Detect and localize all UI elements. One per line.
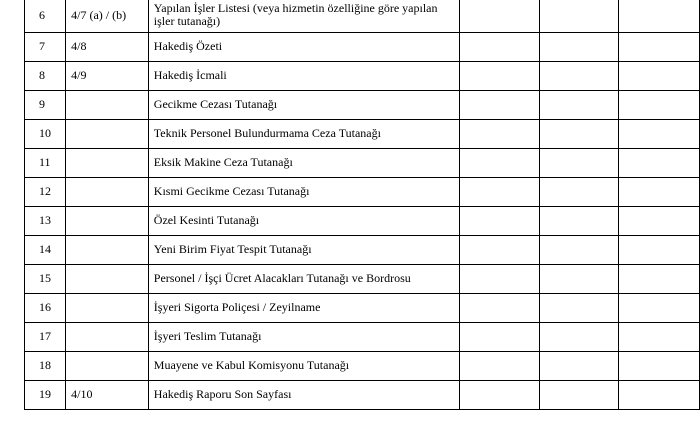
row-number: 12 xyxy=(25,177,66,206)
empty-cell xyxy=(618,148,699,177)
table-row xyxy=(25,206,700,235)
row-description: İşyeri Teslim Tutanağı xyxy=(148,322,459,351)
empty-cell xyxy=(460,351,539,380)
document-table xyxy=(24,0,700,410)
row-number: 7 xyxy=(25,32,66,61)
empty-cell xyxy=(618,90,699,119)
table-row xyxy=(25,293,700,322)
empty-cell xyxy=(460,293,539,322)
table-row xyxy=(25,0,700,32)
row-reference xyxy=(66,351,149,380)
row-number: 18 xyxy=(25,351,66,380)
table-row xyxy=(25,61,700,90)
row-description: Yeni Birim Fiyat Tespit Tutanağı xyxy=(148,235,459,264)
empty-cell xyxy=(539,148,618,177)
empty-cell xyxy=(539,293,618,322)
empty-cell xyxy=(618,293,699,322)
row-reference: 4/10 xyxy=(66,380,149,409)
empty-cell xyxy=(460,148,539,177)
table-row xyxy=(25,380,700,409)
row-reference xyxy=(66,90,149,119)
empty-cell xyxy=(460,90,539,119)
empty-cell xyxy=(618,61,699,90)
row-number: 6 xyxy=(25,0,66,32)
table-row xyxy=(25,148,700,177)
empty-cell xyxy=(460,32,539,61)
row-description: Personel / İşçi Ücret Alacakları Tutanağı ve Bordrosu xyxy=(148,264,459,293)
row-description: Özel Kesinti Tutanağı xyxy=(148,206,459,235)
row-description: Kısmi Gecikme Cezası Tutanağı xyxy=(148,177,459,206)
empty-cell xyxy=(618,119,699,148)
row-number: 15 xyxy=(25,264,66,293)
table-row xyxy=(25,264,700,293)
row-number: 9 xyxy=(25,90,66,119)
table-row xyxy=(25,90,700,119)
row-description: Hakediş Özeti xyxy=(148,32,459,61)
empty-cell xyxy=(460,0,539,32)
row-number: 14 xyxy=(25,235,66,264)
row-number: 17 xyxy=(25,322,66,351)
empty-cell xyxy=(618,351,699,380)
row-description: Yapılan İşler Listesi (veya hizmetin özelliğine göre yapılan işler tutanağı) xyxy=(148,0,459,32)
row-reference xyxy=(66,206,149,235)
row-number: 11 xyxy=(25,148,66,177)
empty-cell xyxy=(539,119,618,148)
empty-cell xyxy=(460,322,539,351)
table-row xyxy=(25,177,700,206)
row-description: Hakediş İcmali xyxy=(148,61,459,90)
empty-cell xyxy=(460,235,539,264)
empty-cell xyxy=(460,264,539,293)
row-description: Eksik Makine Ceza Tutanağı xyxy=(148,148,459,177)
empty-cell xyxy=(539,90,618,119)
row-reference: 4/8 xyxy=(66,32,149,61)
empty-cell xyxy=(618,264,699,293)
empty-cell xyxy=(539,206,618,235)
row-number: 13 xyxy=(25,206,66,235)
empty-cell xyxy=(539,61,618,90)
empty-cell xyxy=(618,206,699,235)
empty-cell xyxy=(618,235,699,264)
empty-cell xyxy=(539,351,618,380)
row-number: 8 xyxy=(25,61,66,90)
row-reference xyxy=(66,119,149,148)
empty-cell xyxy=(460,61,539,90)
empty-cell xyxy=(618,0,699,32)
table-row xyxy=(25,322,700,351)
empty-cell xyxy=(539,380,618,409)
row-reference: 4/9 xyxy=(66,61,149,90)
row-reference xyxy=(66,235,149,264)
empty-cell xyxy=(539,264,618,293)
empty-cell xyxy=(460,119,539,148)
empty-cell xyxy=(539,322,618,351)
row-reference xyxy=(66,177,149,206)
empty-cell xyxy=(539,0,618,32)
row-reference xyxy=(66,322,149,351)
row-reference: 4/7 (a) / (b) xyxy=(66,0,149,32)
empty-cell xyxy=(618,380,699,409)
empty-cell xyxy=(618,177,699,206)
empty-cell xyxy=(460,177,539,206)
row-description: İşyeri Sigorta Poliçesi / Zeyilname xyxy=(148,293,459,322)
row-number: 16 xyxy=(25,293,66,322)
table-row xyxy=(25,351,700,380)
row-number: 10 xyxy=(25,119,66,148)
empty-cell xyxy=(539,235,618,264)
empty-cell xyxy=(539,177,618,206)
table-row xyxy=(25,119,700,148)
empty-cell xyxy=(539,32,618,61)
empty-cell xyxy=(460,380,539,409)
table-row xyxy=(25,32,700,61)
empty-cell xyxy=(618,32,699,61)
row-description: Muayene ve Kabul Komisyonu Tutanağı xyxy=(148,351,459,380)
row-number: 19 xyxy=(25,380,66,409)
table-row xyxy=(25,235,700,264)
row-reference xyxy=(66,264,149,293)
row-description: Teknik Personel Bulundurmama Ceza Tutanağı xyxy=(148,119,459,148)
row-description: Gecikme Cezası Tutanağı xyxy=(148,90,459,119)
empty-cell xyxy=(460,206,539,235)
empty-cell xyxy=(618,322,699,351)
row-description: Hakediş Raporu Son Sayfası xyxy=(148,380,459,409)
row-reference xyxy=(66,293,149,322)
row-reference xyxy=(66,148,149,177)
